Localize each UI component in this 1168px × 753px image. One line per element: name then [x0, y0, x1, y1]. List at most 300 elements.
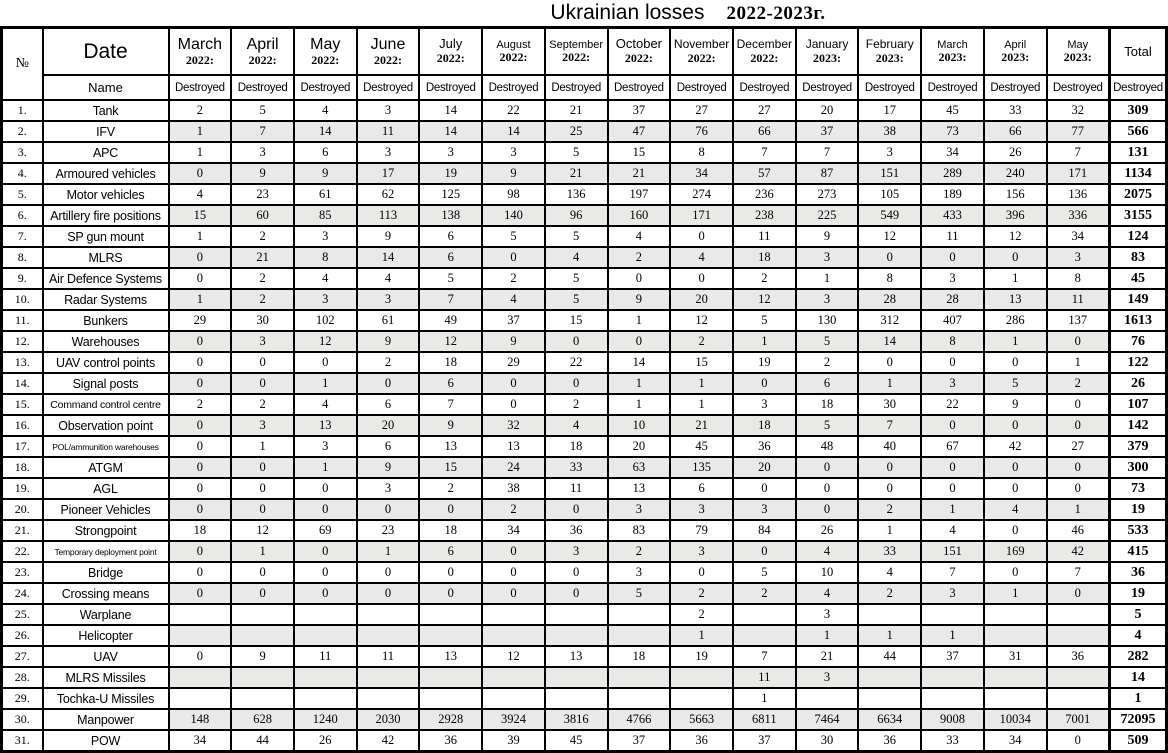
- value-cell: 236: [733, 184, 796, 205]
- col-subheader-destroyed: Destroyed: [921, 75, 984, 100]
- value-cell: 1: [733, 331, 796, 352]
- value-cell: 0: [169, 478, 232, 499]
- value-cell: 20: [608, 436, 671, 457]
- value-cell: 0: [419, 562, 482, 583]
- value-cell: 10: [796, 562, 859, 583]
- total-cell: 73: [1110, 478, 1167, 499]
- value-cell: 8: [921, 331, 984, 352]
- value-cell: 4: [921, 520, 984, 541]
- value-cell: 136: [1047, 184, 1110, 205]
- value-cell: 3: [294, 436, 357, 457]
- value-cell: 30: [231, 310, 294, 331]
- value-cell: [231, 667, 294, 688]
- value-cell: 0: [357, 562, 420, 583]
- total-cell: 19: [1110, 499, 1167, 520]
- value-cell: 0: [796, 457, 859, 478]
- value-cell: [357, 604, 420, 625]
- row-name: Strongpoint: [43, 520, 169, 541]
- value-cell: 136: [545, 184, 608, 205]
- value-cell: 1: [608, 394, 671, 415]
- value-cell: 42: [984, 436, 1047, 457]
- month-year: 2022:: [687, 50, 716, 65]
- value-cell: 0: [545, 583, 608, 604]
- value-cell: 0: [482, 247, 545, 268]
- value-cell: 7: [419, 289, 482, 310]
- value-cell: 7: [1047, 142, 1110, 163]
- value-cell: 5: [545, 226, 608, 247]
- value-cell: 26: [796, 520, 859, 541]
- value-cell: 1: [169, 289, 232, 310]
- value-cell: 5: [545, 289, 608, 310]
- value-cell: 4: [294, 268, 357, 289]
- col-subheader-destroyed: Destroyed: [1110, 75, 1167, 100]
- value-cell: 42: [1047, 541, 1110, 562]
- row-number: 30.: [2, 709, 43, 730]
- value-cell: [1047, 625, 1110, 646]
- month-name: March: [937, 38, 968, 51]
- value-cell: 1: [984, 268, 1047, 289]
- col-header-month: [482, 28, 545, 76]
- value-cell: 34: [1047, 226, 1110, 247]
- value-cell: 30: [796, 730, 859, 752]
- row-number: 19.: [2, 478, 43, 499]
- value-cell: 18: [169, 520, 232, 541]
- row-number: 14.: [2, 373, 43, 394]
- value-cell: 238: [733, 205, 796, 226]
- col-header-month: [733, 28, 796, 76]
- month-year: 2022:: [750, 50, 779, 65]
- value-cell: 151: [921, 541, 984, 562]
- value-cell: 36: [733, 436, 796, 457]
- value-cell: 3: [419, 142, 482, 163]
- value-cell: 19: [419, 163, 482, 184]
- value-cell: 3: [231, 331, 294, 352]
- value-cell: [1047, 604, 1110, 625]
- col-subheader-destroyed: Destroyed: [231, 75, 294, 100]
- row-number: 8.: [2, 247, 43, 268]
- value-cell: 1: [670, 625, 733, 646]
- page-title: [0, 0, 1168, 26]
- value-cell: 6: [796, 373, 859, 394]
- month-year: 2023:: [938, 50, 967, 65]
- value-cell: [357, 667, 420, 688]
- value-cell: 23: [357, 520, 420, 541]
- row-number: 25.: [2, 604, 43, 625]
- value-cell: 11: [921, 226, 984, 247]
- value-cell: 45: [545, 730, 608, 752]
- col-subheader-destroyed: Destroyed: [545, 75, 608, 100]
- value-cell: 0: [231, 478, 294, 499]
- value-cell: 36: [858, 730, 921, 752]
- value-cell: [858, 667, 921, 688]
- value-cell: 0: [169, 562, 232, 583]
- value-cell: 5: [608, 583, 671, 604]
- value-cell: 1: [1047, 352, 1110, 373]
- total-cell: 76: [1110, 331, 1167, 352]
- value-cell: 11: [294, 646, 357, 667]
- value-cell: [294, 688, 357, 709]
- value-cell: 7: [921, 562, 984, 583]
- value-cell: 135: [670, 457, 733, 478]
- row-name: POW: [43, 730, 169, 752]
- col-header-month: [670, 28, 733, 76]
- value-cell: [921, 688, 984, 709]
- value-cell: 36: [545, 520, 608, 541]
- value-cell: 3: [608, 499, 671, 520]
- value-cell: 3: [357, 289, 420, 310]
- value-cell: 4: [796, 541, 859, 562]
- value-cell: 21: [608, 163, 671, 184]
- row-name: IFV: [43, 121, 169, 142]
- value-cell: 0: [169, 457, 232, 478]
- value-cell: 13: [545, 646, 608, 667]
- row-name: Temporary deployment point: [43, 541, 169, 562]
- value-cell: 28: [858, 289, 921, 310]
- value-cell: 7: [1047, 562, 1110, 583]
- month-year: 2022:: [436, 51, 465, 66]
- table-row: [2, 457, 1167, 478]
- value-cell: [796, 688, 859, 709]
- value-cell: 8: [294, 247, 357, 268]
- value-cell: 9: [482, 163, 545, 184]
- value-cell: 3: [670, 499, 733, 520]
- title-main: Ukrainian losses: [550, 1, 705, 24]
- col-subheader-destroyed: Destroyed: [796, 75, 859, 100]
- value-cell: 171: [670, 205, 733, 226]
- value-cell: 0: [482, 373, 545, 394]
- value-cell: 19: [733, 352, 796, 373]
- value-cell: 240: [984, 163, 1047, 184]
- value-cell: 130: [796, 310, 859, 331]
- value-cell: 5: [733, 310, 796, 331]
- value-cell: 33: [921, 730, 984, 752]
- value-cell: 1: [858, 520, 921, 541]
- col-header-month: [169, 28, 232, 76]
- value-cell: 31: [984, 646, 1047, 667]
- value-cell: 3924: [482, 709, 545, 730]
- value-cell: 18: [733, 247, 796, 268]
- month-year: 2022:: [562, 50, 591, 65]
- col-subheader-destroyed: Destroyed: [858, 75, 921, 100]
- month-year: 2023:: [1001, 50, 1030, 65]
- value-cell: 0: [231, 562, 294, 583]
- row-number: 1.: [2, 100, 43, 121]
- value-cell: 4: [294, 100, 357, 121]
- total-cell: 149: [1110, 289, 1167, 310]
- value-cell: 2: [858, 499, 921, 520]
- value-cell: [419, 625, 482, 646]
- value-cell: 37: [921, 646, 984, 667]
- value-cell: 0: [921, 415, 984, 436]
- value-cell: 15: [608, 142, 671, 163]
- value-cell: 3: [357, 142, 420, 163]
- value-cell: 39: [482, 730, 545, 752]
- value-cell: 0: [169, 331, 232, 352]
- value-cell: 5: [796, 331, 859, 352]
- value-cell: 1: [608, 310, 671, 331]
- value-cell: 9: [482, 331, 545, 352]
- month-name: July: [439, 36, 463, 52]
- value-cell: 3: [294, 226, 357, 247]
- value-cell: 69: [294, 520, 357, 541]
- value-cell: 156: [984, 184, 1047, 205]
- row-name: Motor vehicles: [43, 184, 169, 205]
- value-cell: 11: [357, 646, 420, 667]
- value-cell: 67: [921, 436, 984, 457]
- value-cell: 0: [169, 646, 232, 667]
- total-cell: 72095: [1110, 709, 1167, 730]
- value-cell: 0: [231, 352, 294, 373]
- row-name: Crossing means: [43, 583, 169, 604]
- total-cell: 26: [1110, 373, 1167, 394]
- value-cell: 5: [419, 268, 482, 289]
- month-year: 2022:: [374, 53, 403, 68]
- value-cell: 137: [1047, 310, 1110, 331]
- value-cell: 171: [1047, 163, 1110, 184]
- value-cell: [482, 688, 545, 709]
- value-cell: 3: [357, 100, 420, 121]
- table-row: [2, 604, 1167, 625]
- value-cell: 27: [733, 100, 796, 121]
- value-cell: 20: [733, 457, 796, 478]
- total-cell: 83: [1110, 247, 1167, 268]
- value-cell: [357, 625, 420, 646]
- value-cell: 4: [357, 268, 420, 289]
- col-subheader-destroyed: Destroyed: [294, 75, 357, 100]
- col-header-month: [545, 28, 608, 76]
- value-cell: 28: [921, 289, 984, 310]
- total-cell: 122: [1110, 352, 1167, 373]
- value-cell: 2: [482, 268, 545, 289]
- value-cell: 4: [482, 289, 545, 310]
- value-cell: [482, 625, 545, 646]
- value-cell: 336: [1047, 205, 1110, 226]
- value-cell: 2: [608, 541, 671, 562]
- value-cell: 14: [858, 331, 921, 352]
- row-number: 2.: [2, 121, 43, 142]
- value-cell: 0: [294, 478, 357, 499]
- value-cell: 20: [357, 415, 420, 436]
- value-cell: 85: [294, 205, 357, 226]
- total-cell: 1134: [1110, 163, 1167, 184]
- value-cell: [482, 667, 545, 688]
- value-cell: 5: [231, 100, 294, 121]
- value-cell: 2: [231, 268, 294, 289]
- value-cell: 26: [294, 730, 357, 752]
- value-cell: 21: [796, 646, 859, 667]
- value-cell: 18: [545, 436, 608, 457]
- col-header-total: Total: [1110, 28, 1167, 76]
- value-cell: 60: [231, 205, 294, 226]
- value-cell: [357, 688, 420, 709]
- value-cell: [921, 604, 984, 625]
- value-cell: 225: [796, 205, 859, 226]
- value-cell: 3: [796, 247, 859, 268]
- month-name: January: [805, 37, 849, 51]
- value-cell: 1: [733, 688, 796, 709]
- value-cell: 0: [1047, 478, 1110, 499]
- row-name: Pioneer Vehicles: [43, 499, 169, 520]
- value-cell: 9: [357, 226, 420, 247]
- value-cell: 0: [733, 478, 796, 499]
- value-cell: 13: [419, 436, 482, 457]
- month-name: February: [865, 37, 914, 51]
- value-cell: [670, 688, 733, 709]
- value-cell: 0: [984, 520, 1047, 541]
- value-cell: 33: [545, 457, 608, 478]
- value-cell: 6: [670, 478, 733, 499]
- value-cell: [294, 667, 357, 688]
- row-number: 9.: [2, 268, 43, 289]
- value-cell: 45: [670, 436, 733, 457]
- value-cell: 38: [858, 121, 921, 142]
- value-cell: 125: [419, 184, 482, 205]
- value-cell: 1: [670, 373, 733, 394]
- value-cell: [608, 667, 671, 688]
- value-cell: 7001: [1047, 709, 1110, 730]
- value-cell: 61: [357, 310, 420, 331]
- table-row: [2, 289, 1167, 310]
- value-cell: 396: [984, 205, 1047, 226]
- value-cell: [294, 625, 357, 646]
- total-cell: 36: [1110, 562, 1167, 583]
- value-cell: 4: [169, 184, 232, 205]
- month-year: 2022:: [185, 53, 214, 68]
- value-cell: 0: [169, 541, 232, 562]
- col-subheader-destroyed: Destroyed: [357, 75, 420, 100]
- value-cell: 0: [357, 373, 420, 394]
- value-cell: 12: [670, 310, 733, 331]
- value-cell: 2: [545, 394, 608, 415]
- row-number: 31.: [2, 730, 43, 752]
- total-cell: 1613: [1110, 310, 1167, 331]
- month-name: May: [1067, 38, 1089, 51]
- value-cell: 6811: [733, 709, 796, 730]
- value-cell: 18: [419, 352, 482, 373]
- value-cell: 2: [169, 394, 232, 415]
- value-cell: 1: [984, 583, 1047, 604]
- value-cell: 0: [858, 247, 921, 268]
- total-cell: 4: [1110, 625, 1167, 646]
- value-cell: 77: [1047, 121, 1110, 142]
- value-cell: 40: [858, 436, 921, 457]
- value-cell: 36: [670, 730, 733, 752]
- row-number: 20.: [2, 499, 43, 520]
- value-cell: 0: [1047, 457, 1110, 478]
- value-cell: 38: [482, 478, 545, 499]
- value-cell: 2928: [419, 709, 482, 730]
- value-cell: 18: [608, 646, 671, 667]
- value-cell: 9: [608, 289, 671, 310]
- total-cell: 124: [1110, 226, 1167, 247]
- value-cell: 30: [858, 394, 921, 415]
- col-subheader-destroyed: Destroyed: [169, 75, 232, 100]
- value-cell: [545, 688, 608, 709]
- title-years: 2022-2023г.: [726, 3, 826, 24]
- row-number: 16.: [2, 415, 43, 436]
- value-cell: 18: [419, 520, 482, 541]
- value-cell: 8: [858, 268, 921, 289]
- row-name: Manpower: [43, 709, 169, 730]
- value-cell: 9: [984, 394, 1047, 415]
- value-cell: 0: [984, 562, 1047, 583]
- value-cell: 2030: [357, 709, 420, 730]
- value-cell: 12: [419, 331, 482, 352]
- value-cell: 2: [231, 394, 294, 415]
- col-subheader-destroyed: Destroyed: [482, 75, 545, 100]
- value-cell: 2: [733, 268, 796, 289]
- value-cell: 34: [169, 730, 232, 752]
- row-name: Command control centre: [43, 394, 169, 415]
- table-row: [2, 184, 1167, 205]
- value-cell: 0: [169, 373, 232, 394]
- value-cell: 34: [984, 730, 1047, 752]
- value-cell: 9: [231, 646, 294, 667]
- table-row: [2, 268, 1167, 289]
- value-cell: 9: [796, 226, 859, 247]
- value-cell: 9: [294, 163, 357, 184]
- table-row: [2, 394, 1167, 415]
- month-name: April: [246, 35, 279, 53]
- value-cell: 3: [357, 478, 420, 499]
- value-cell: 13: [419, 646, 482, 667]
- value-cell: [294, 604, 357, 625]
- value-cell: 12: [984, 226, 1047, 247]
- table-row: [2, 331, 1167, 352]
- value-cell: 0: [1047, 331, 1110, 352]
- table-row: [2, 310, 1167, 331]
- col-header-num: №: [2, 28, 43, 101]
- value-cell: 549: [858, 205, 921, 226]
- value-cell: 21: [545, 163, 608, 184]
- row-name: POL/ammunition warehouses: [43, 436, 169, 457]
- value-cell: [733, 625, 796, 646]
- table-row: [2, 583, 1167, 604]
- value-cell: 1: [231, 541, 294, 562]
- header-row-months: [2, 28, 1167, 76]
- total-cell: 1: [1110, 688, 1167, 709]
- value-cell: 197: [608, 184, 671, 205]
- value-cell: 0: [231, 499, 294, 520]
- value-cell: [482, 604, 545, 625]
- value-cell: 3: [608, 562, 671, 583]
- value-cell: 27: [1047, 436, 1110, 457]
- month-name: December: [736, 37, 792, 51]
- value-cell: 1: [858, 373, 921, 394]
- row-number: 29.: [2, 688, 43, 709]
- value-cell: 3: [796, 289, 859, 310]
- value-cell: 13: [482, 436, 545, 457]
- month-name: September: [549, 38, 604, 51]
- col-subheader-destroyed: Destroyed: [733, 75, 796, 100]
- value-cell: 3: [545, 541, 608, 562]
- value-cell: 5: [545, 142, 608, 163]
- value-cell: 0: [608, 268, 671, 289]
- value-cell: 6: [419, 541, 482, 562]
- value-cell: 4: [670, 247, 733, 268]
- value-cell: 6: [419, 247, 482, 268]
- col-header-date: Date: [43, 28, 169, 76]
- value-cell: 6: [294, 142, 357, 163]
- total-cell: 3155: [1110, 205, 1167, 226]
- header-row-destroyed: [2, 75, 1167, 100]
- value-cell: [608, 688, 671, 709]
- value-cell: 0: [796, 499, 859, 520]
- value-cell: [984, 688, 1047, 709]
- value-cell: 0: [1047, 730, 1110, 752]
- value-cell: 4: [984, 499, 1047, 520]
- col-header-month: [984, 28, 1047, 76]
